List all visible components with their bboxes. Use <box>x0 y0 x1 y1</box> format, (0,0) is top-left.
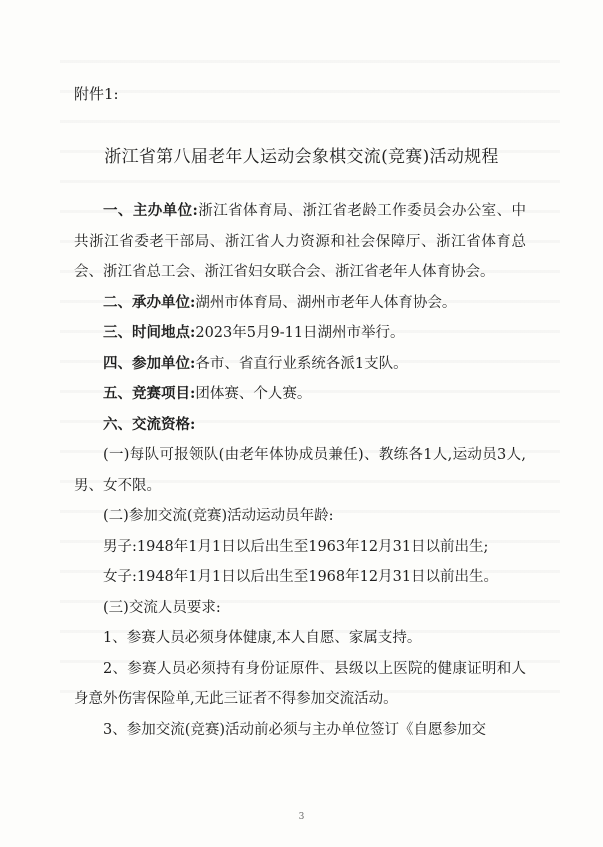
section-3 <box>74 318 526 349</box>
section-1 <box>74 196 526 288</box>
section-4 <box>74 349 526 380</box>
section-4-heading: 四、参加单位: <box>103 354 196 372</box>
attachment-label: 附件1: <box>74 85 119 103</box>
requirement-3: 3、参加交流(竞赛)活动前必须与主办单位签订《自愿参加交 <box>103 721 487 738</box>
age-female: 女子:1948年1月1日以后出生至1968年12月31日以前出生。 <box>103 569 499 585</box>
section-3-heading: 三、时间地点: <box>103 324 196 341</box>
section-1-text: 浙江省体育局、浙江省老龄工作委员会办公室、中共浙江省委老干部局、浙江省人力资源和社会保障厅、浙江省体育总会、浙江省总工会、浙江省妇女联合会、浙江省老年人体育协会。 <box>74 203 527 280</box>
page-number: 3 <box>298 812 305 822</box>
section-2-heading: 二、承办单位: <box>103 293 196 311</box>
section-2-text: 湖州市体育局、湖州市老年人体育协会。 <box>195 294 457 311</box>
subsection-6-3: (三)交流人员要求: <box>103 599 221 616</box>
section-5-text: 团体赛、个人赛。 <box>195 386 312 402</box>
section-6 <box>74 410 526 441</box>
section-5-heading: 五、竞赛项目: <box>103 385 196 402</box>
section-6-heading: 六、交流资格: <box>103 415 196 433</box>
section-2 <box>74 288 526 319</box>
subsection-6-2: (二)参加交流(竞赛)活动运动员年龄: <box>103 508 334 524</box>
section-5 <box>74 379 526 410</box>
document-body <box>74 196 526 745</box>
section-3-text: 2023年5月9-11日湖州市举行。 <box>195 325 405 341</box>
section-4-text: 各市、省直行业系统各派1支队。 <box>195 355 408 372</box>
age-male: 男子:1948年1月1日以后出生至1963年12月31日以前出生; <box>103 538 489 555</box>
subsection-6-1: (一)每队可报领队(由老年体协成员兼任)、教练各1人,运动员3人,男、女不限。 <box>74 447 526 494</box>
section-1-heading: 一、主办单位: <box>103 202 198 219</box>
requirement-2: 2、参赛人员必须持有身份证原件、县级以上医院的健康证明和人身意外伤害保险单,无此三证者不得参加交流活动。 <box>74 660 526 707</box>
document-title: 浙江省第八届老年人运动会象棋交流(竞赛)活动规程 <box>104 147 499 167</box>
requirement-1: 1、参赛人员必须身体健康,本人自愿、家属支持。 <box>103 630 422 646</box>
